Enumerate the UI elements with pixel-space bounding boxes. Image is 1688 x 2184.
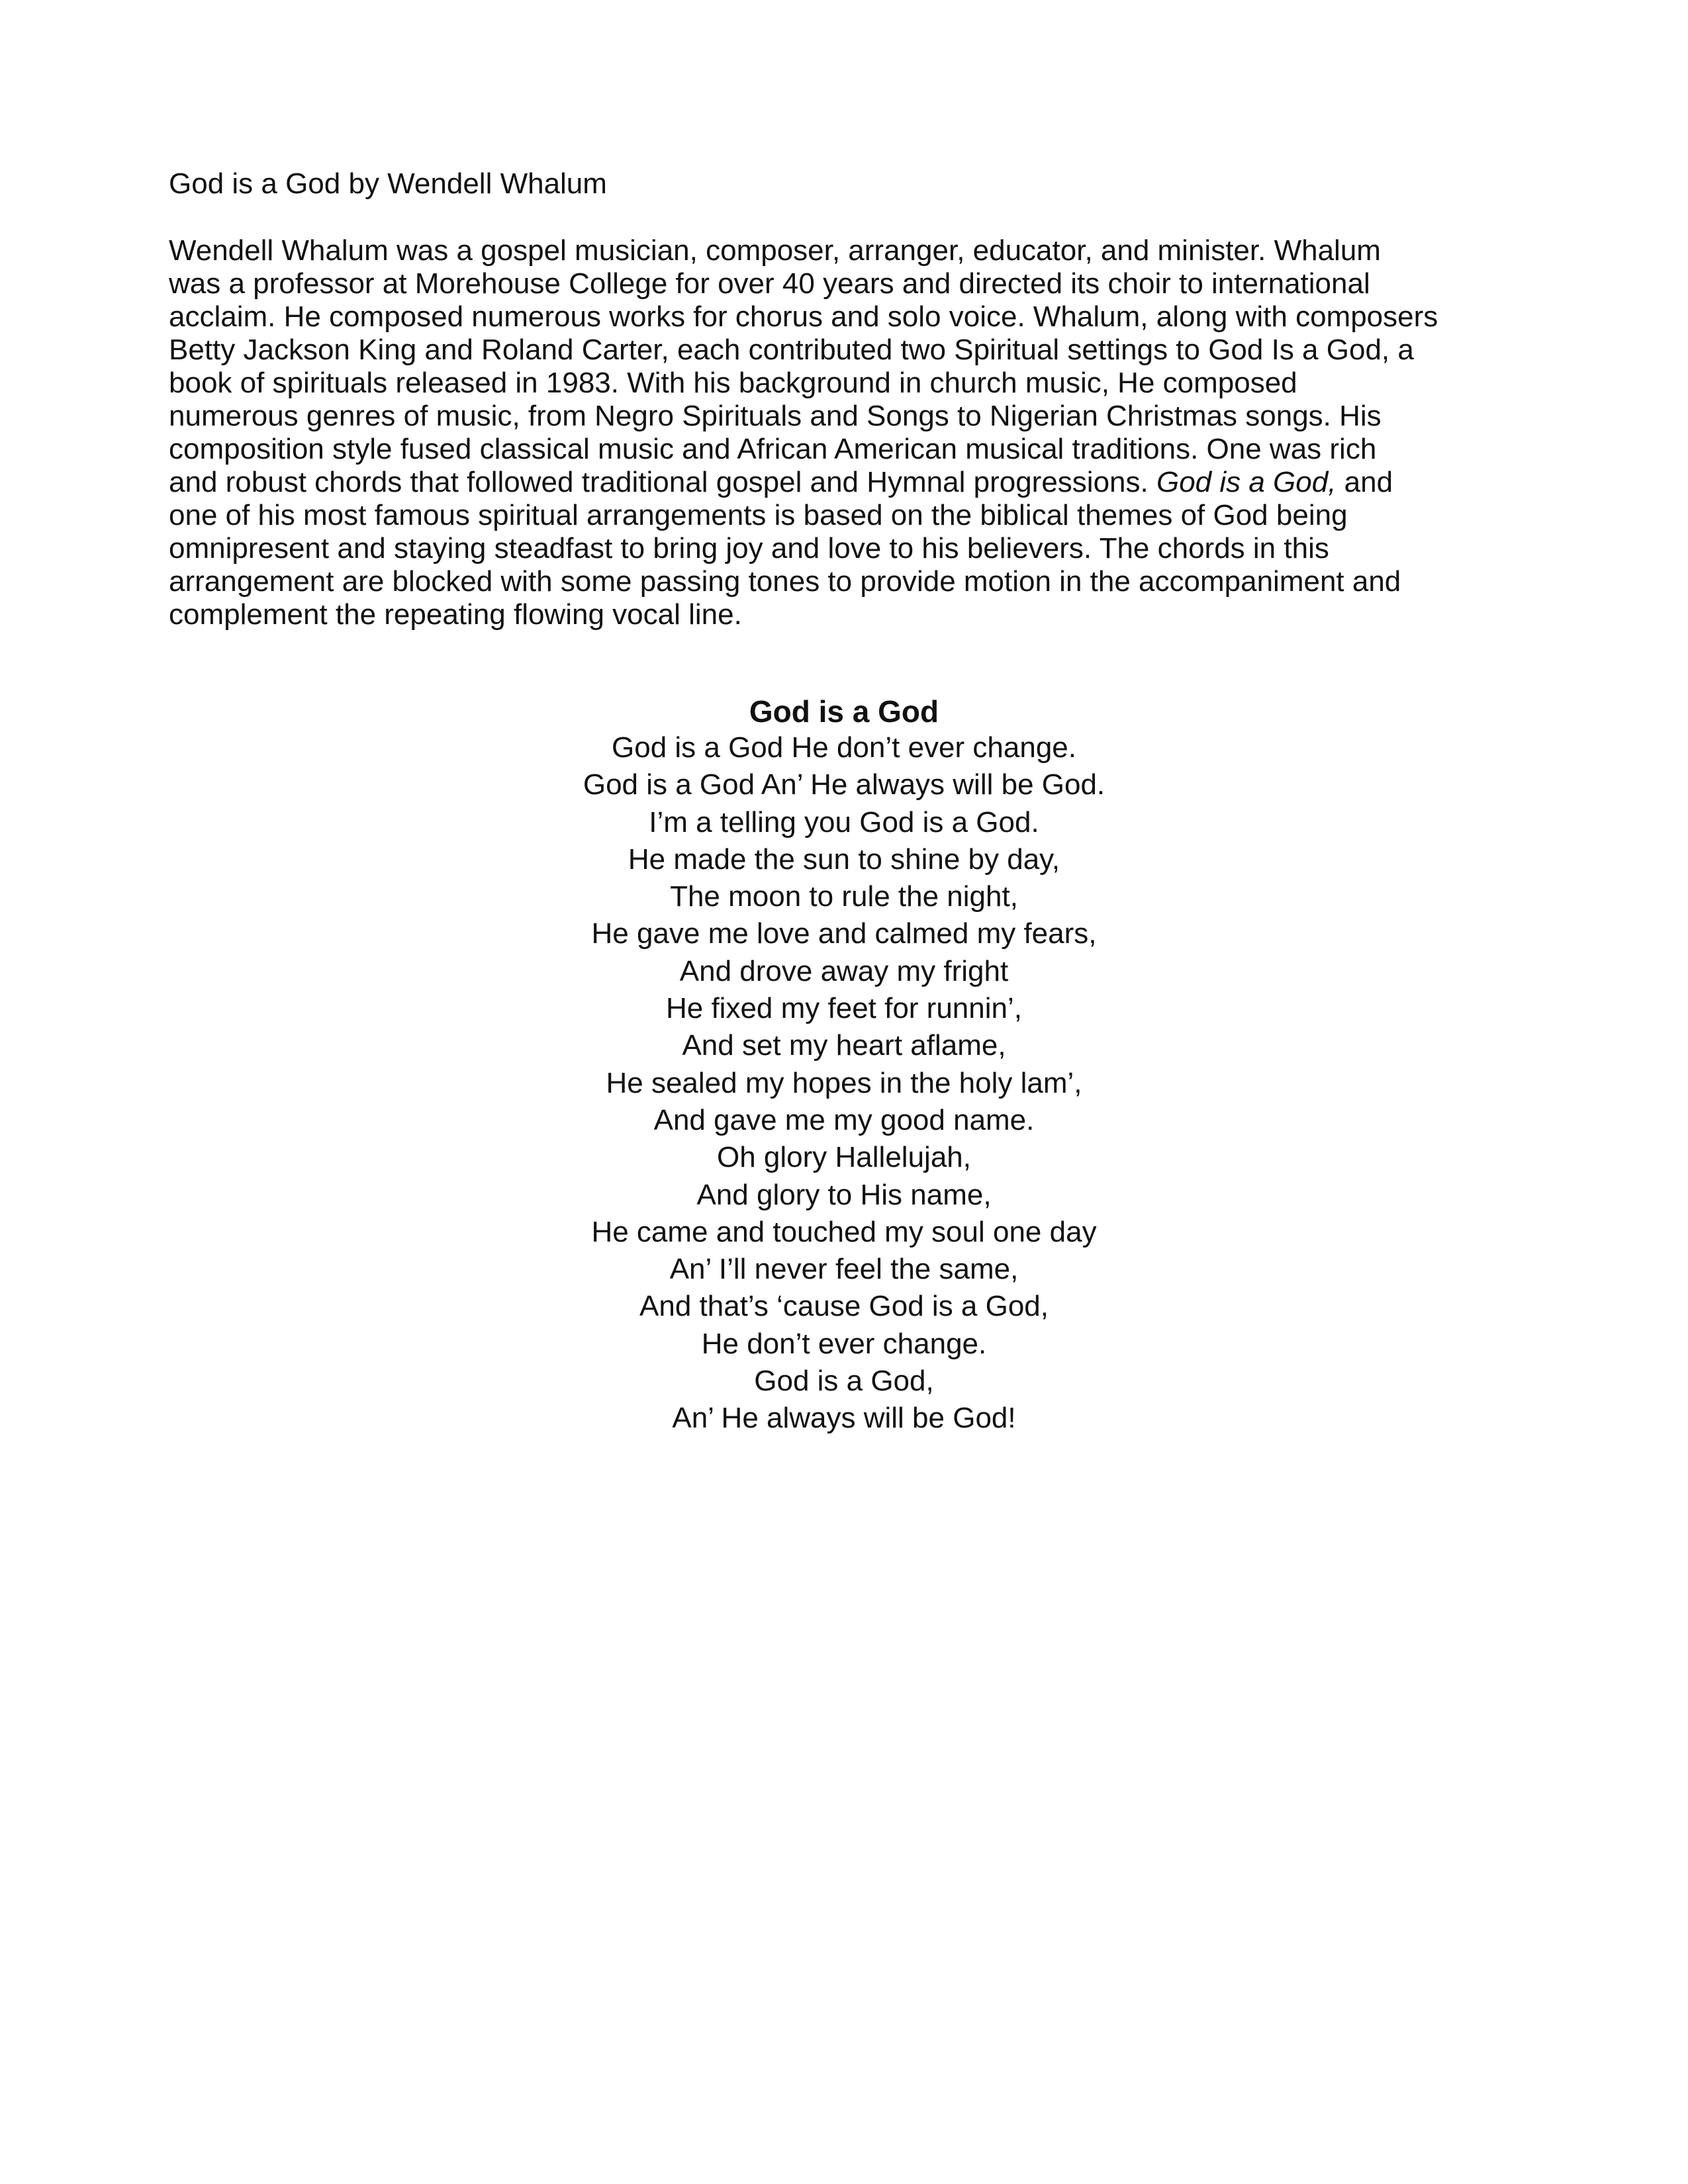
bio-line-with-italic-title (169, 466, 1499, 499)
poem-verse: God is a God He don’t ever change. (612, 731, 1076, 764)
biography-paragraph (169, 234, 1499, 631)
bio-line: complement the repeating flowing vocal line. (169, 598, 742, 631)
italic-song-title: God is a God, (1156, 466, 1336, 498)
poem-verse: And glory to His name, (696, 1178, 992, 1211)
poem-verse: I’m a telling you God is a God. (649, 805, 1039, 839)
bio-line: acclaim. He composed numerous works for chorus and solo voice. Whalum, along with composers (169, 300, 1438, 333)
poem-verse: An’ He always will be God! (672, 1402, 1016, 1435)
bio-text: and robust chords that followed traditional gospel and Hymnal progressions. (169, 466, 1156, 498)
bio-line: Betty Jackson King and Roland Carter, each contributed two Spiritual settings to God Is a God, a (169, 334, 1414, 366)
bio-line: book of spirituals released in 1983. With his background in church music, He composed (169, 367, 1297, 399)
poem-verse: And drove away my fright (679, 954, 1009, 987)
poem-verse: He fixed my feet for runnin’, (665, 992, 1022, 1025)
poem-verse: And set my heart aflame, (682, 1029, 1006, 1062)
poem-verse: He came and touched my soul one day (591, 1215, 1097, 1248)
poem-title: God is a God (749, 694, 939, 729)
poem-verse: God is a God An’ He always will be God. (583, 768, 1105, 801)
bio-line: composition style fused classical music and African American musical traditions. One was rich (169, 433, 1377, 465)
document-heading: God is a God by Wendell Whalum (169, 167, 607, 200)
poem-verse: And gave me my good name. (653, 1103, 1035, 1136)
bio-line: numerous genres of music, from Negro Spirituals and Songs to Nigerian Christmas songs. His (169, 400, 1382, 432)
poem-verse: He don’t ever change. (701, 1327, 987, 1360)
poem-verse: He gave me love and calmed my fears, (591, 917, 1097, 950)
bio-line: Wendell Whalum was a gospel musician, composer, arranger, educator, and minister. Whalum (169, 234, 1381, 267)
poem (0, 692, 1688, 1437)
poem-verse: He sealed my hopes in the holy lam’, (606, 1066, 1082, 1099)
poem-verse: He made the sun to shine by day, (628, 842, 1060, 876)
bio-line: omnipresent and staying steadfast to bring joy and love to his believers. The chords in this (169, 532, 1329, 565)
bio-line: one of his most famous spiritual arrangements is based on the biblical themes of God being (169, 499, 1348, 531)
poem-verse: God is a God, (754, 1365, 934, 1398)
poem-verse: Oh glory Hallelujah, (717, 1141, 971, 1174)
poem-verse: And that’s ‘cause God is a God, (639, 1290, 1049, 1323)
poem-verse: The moon to rule the night, (670, 880, 1018, 913)
bio-line: was a professor at Morehouse College for over 40 years and directed its choir to international (169, 267, 1370, 300)
bio-line: arrangement are blocked with some passing tones to provide motion in the accompaniment and (169, 565, 1401, 598)
poem-verse: An’ I’ll never feel the same, (669, 1253, 1019, 1286)
bio-text: and (1336, 466, 1393, 498)
